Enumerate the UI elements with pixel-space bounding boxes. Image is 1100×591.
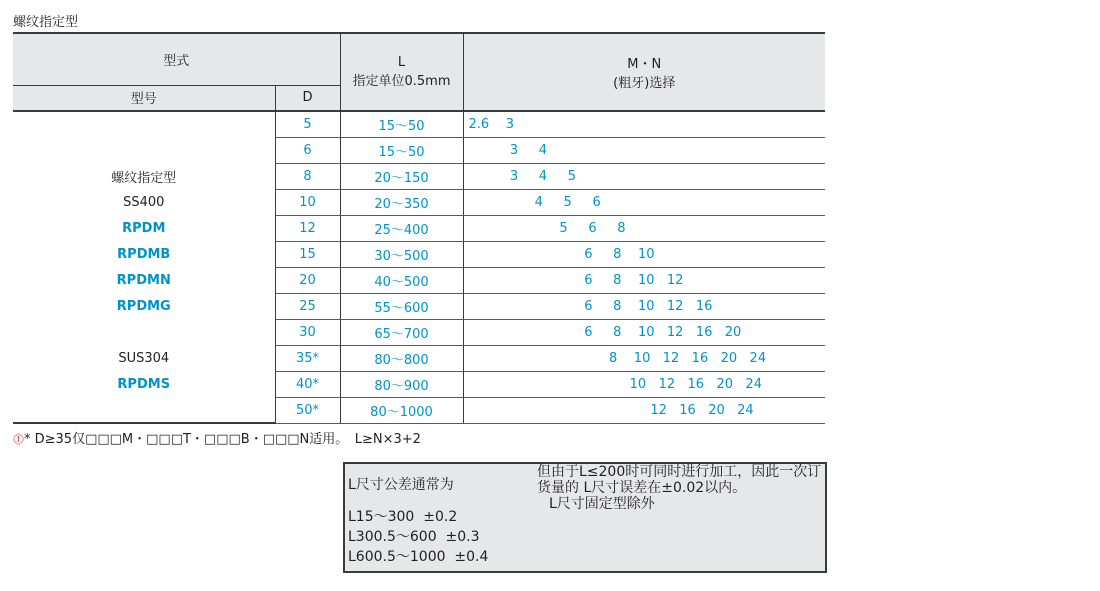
d-cell: 5	[275, 111, 340, 137]
mn-selection-cell: 8 10 12 16 20 24	[463, 345, 825, 371]
tolerance-note	[537, 464, 827, 512]
d-cell: 30	[275, 319, 340, 345]
mn-selection-cell: 10 12 16 20 24	[463, 371, 825, 397]
table-row	[13, 371, 825, 397]
warning-icon: ⓵	[13, 433, 24, 446]
tolerance-note-text: 但由于L≤200时可同时进行加工，因此一次订货量的 L尺寸误差在±0.02以内。	[537, 464, 822, 496]
material-cell	[13, 137, 275, 163]
table-row	[13, 397, 825, 423]
l-range-cell: 80～1000	[340, 397, 463, 423]
d-cell: 15	[275, 241, 340, 267]
mn-selection-cell: 2.6 3	[463, 111, 825, 137]
material-cell: RPDMS	[117, 376, 171, 392]
table-row	[13, 137, 825, 163]
l-range-cell: 15～50	[340, 137, 463, 163]
header-d: D	[275, 85, 340, 111]
table-row	[13, 215, 825, 241]
header-l-title: L	[397, 55, 406, 70]
l-range-cell: 65～700	[340, 319, 463, 345]
table-row	[13, 345, 825, 371]
material-cell: RPDMG	[116, 298, 171, 314]
material-cell: SUS304	[118, 350, 170, 366]
mn-selection-cell: 6 8 10 12 16 20	[463, 319, 825, 345]
material-cell	[13, 397, 275, 423]
d-cell: 40*	[275, 371, 340, 397]
tolerance-heading: L尺寸公差通常为	[348, 477, 454, 493]
header-mn	[463, 33, 825, 111]
page-title: 螺纹指定型	[13, 15, 79, 30]
l-range-cell: 20～150	[340, 163, 463, 189]
header-type: 型式	[13, 33, 340, 85]
d-cell: 50*	[275, 397, 340, 423]
mn-selection-cell: 6 8 10 12	[463, 267, 825, 293]
material-cell: RPDM	[122, 220, 166, 236]
material-cell: RPDMB	[117, 246, 171, 262]
mn-selection-cell: 3 4 5	[463, 163, 825, 189]
material-cell: 螺纹指定型	[111, 170, 177, 186]
mn-selection-cell: 3 4	[463, 137, 825, 163]
tolerance-line-1: L15～300 ±0.2	[348, 509, 458, 525]
l-range-cell: 30～500	[340, 241, 463, 267]
tolerance-note-2: L尺寸固定型除外	[549, 496, 655, 512]
header-l	[340, 33, 463, 111]
header-mn-title: M・N	[627, 57, 662, 72]
header-mn-sub: (粗牙)选择	[613, 76, 676, 91]
d-cell: 10	[275, 189, 340, 215]
l-range-cell: 15～50	[340, 111, 463, 137]
header-l-sub: 指定单位0.5mm	[352, 74, 451, 89]
l-range-cell: 40～500	[340, 267, 463, 293]
spec-table	[13, 32, 825, 424]
table-row	[13, 189, 825, 215]
d-cell: 25	[275, 293, 340, 319]
d-cell: 6	[275, 137, 340, 163]
tolerance-box	[343, 462, 827, 573]
table-row	[13, 241, 825, 267]
mn-selection-cell: 12 16 20 24	[463, 397, 825, 423]
tolerance-line-2: L300.5～600 ±0.3	[348, 529, 480, 545]
d-cell: 20	[275, 267, 340, 293]
d-cell: 35*	[275, 345, 340, 371]
mn-selection-cell: 6 8 10 12 16	[463, 293, 825, 319]
tolerance-line-3: L600.5～1000 ±0.4	[348, 549, 489, 565]
table-row	[13, 319, 825, 345]
material-cell	[13, 319, 275, 345]
material-cell: RPDMN	[116, 272, 171, 288]
mn-selection-cell: 4 5 6	[463, 189, 825, 215]
table-row	[13, 111, 825, 137]
table-row	[13, 163, 825, 189]
mn-selection-cell: 5 6 8	[463, 215, 825, 241]
l-range-cell: 55～600	[340, 293, 463, 319]
material-cell	[13, 111, 275, 137]
l-range-cell: 80～900	[340, 371, 463, 397]
l-range-cell: 20～350	[340, 189, 463, 215]
material-cell: SS400	[123, 194, 165, 210]
mn-selection-cell: 6 8 10	[463, 241, 825, 267]
table-row	[13, 267, 825, 293]
l-range-cell: 80～800	[340, 345, 463, 371]
footnote	[13, 428, 421, 447]
d-cell: 8	[275, 163, 340, 189]
d-cell: 12	[275, 215, 340, 241]
l-range-cell: 25～400	[340, 215, 463, 241]
header-model: 型号	[130, 92, 157, 108]
table-row	[13, 293, 825, 319]
footnote-text: * D≥35仅□□□M・□□□T・□□□B・□□□N适用。 L≥N×3+2	[24, 432, 421, 447]
